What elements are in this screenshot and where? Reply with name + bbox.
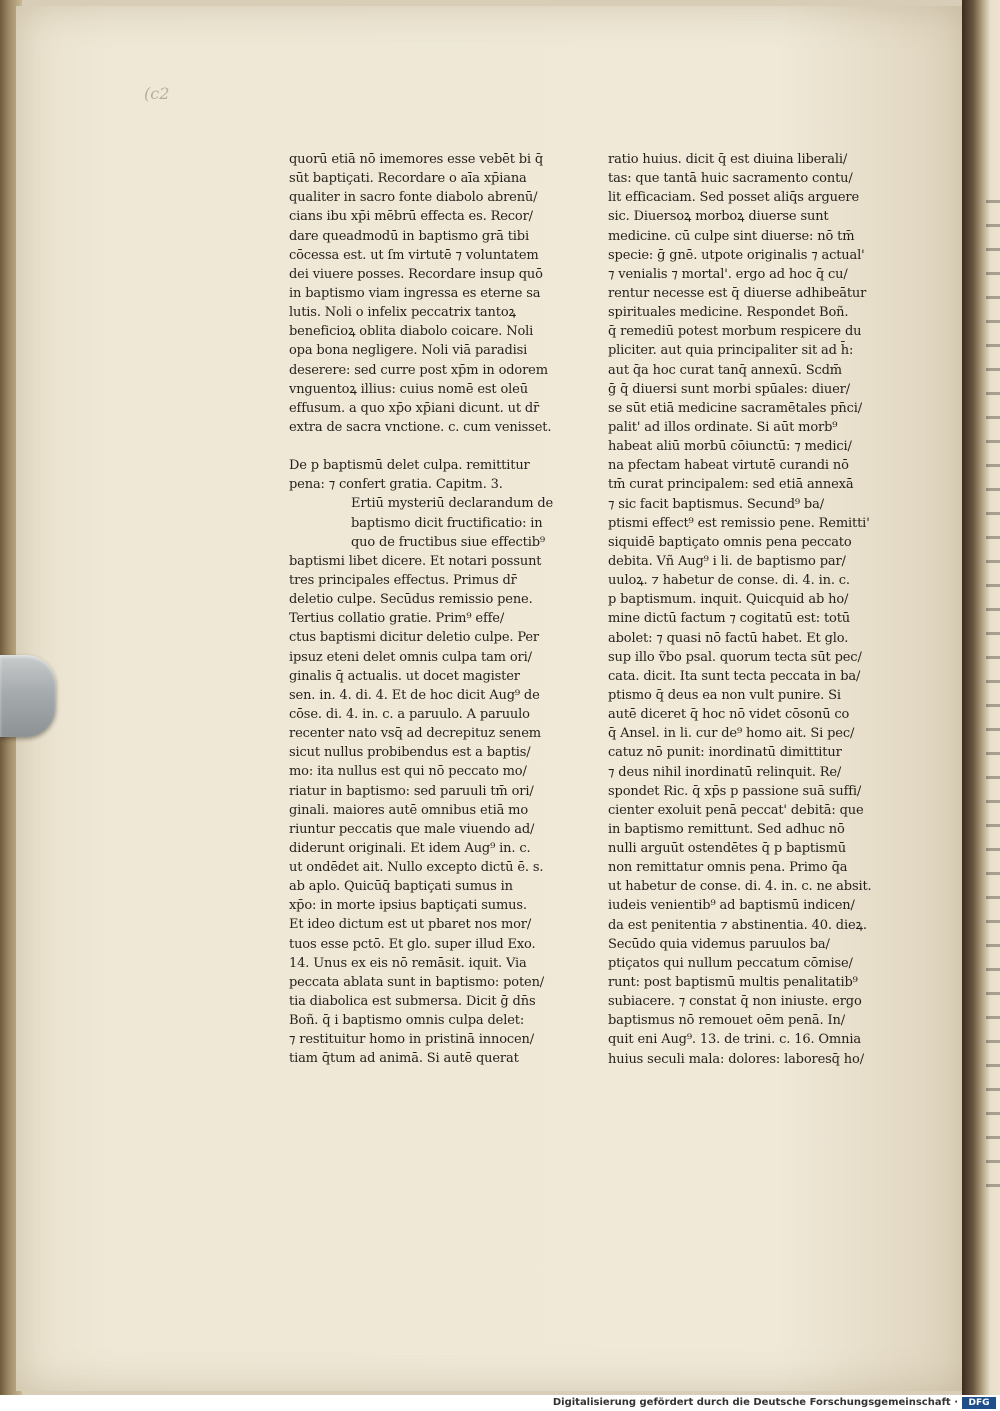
text-line: siquidē baptiçato omnis pena peccato [608,534,852,550]
text-line: debita. Vñ Aug⁹ i li. de baptismo par/ [608,553,846,569]
text-line: p baptismum. inquit. Quicquid ab ho/ [608,592,849,608]
text-line: medicine. cū culpe sint diuerse: nō tm̄ [608,228,855,244]
text-line [289,437,589,456]
text-line: cata. dicit. Ita sunt tecta peccata in ba/ [608,668,861,684]
text-line: ḡ q̄ diuersi sunt morbi spūales: diuer/ [608,381,850,397]
text-line: ratio huius. dicit q̄ est diuina liberali/ [608,152,848,167]
text-line: rentur necesse est q̄ diuerse adhibeātur [608,285,867,301]
text-line: diderunt originali. Et idem Aug⁹ in. c. [289,840,531,856]
text-line: palit' ad illos ordinate. Si aūt morb⁹ [608,419,838,435]
text-line: 14. Unus ex eis nō remāsit. iquit. Via [289,955,527,971]
text-line: Tertius collatio gratie. Prim⁹ effe/ [289,611,505,627]
text-line: tiam q̄tum ad animā. Si autē querat [289,1051,519,1067]
text-line: nulli arguūt ostendētes q̄ p baptismū [608,841,846,857]
text-line: spondet Ric. q̄ xp̄s p passione suā suffi/ [608,783,862,799]
text-line: quo de fructibus siue effectib⁹ [351,534,545,550]
text-line: specie: ḡ gnē. utpote originalis ⁊ actual' [608,247,865,263]
text-line: aut q̄a hoc curat tanq̄ annexū. Scdm̄ [608,362,842,378]
text-column-left [289,150,589,1069]
text-line: ipsuz eteni delet omnis culpa tam ori/ [289,649,532,665]
text-line: effusum. a quo xp̄o xp̄iani dicunt. ut dr̄ [289,400,540,416]
text-line: sūt baptiçati. Recordare o aīa xp̄iana [289,171,527,187]
text-line: Et ideo dictum est ut pbaret nos mor/ [289,917,532,933]
text-line: huius seculi mala: dolores: laboresq̄ ho/ [608,1051,864,1067]
text-line: in baptismo viam ingressa es eterne sa [289,285,541,301]
text-line: tia diabolica est submersa. Dicit ḡ dn̄s [289,994,536,1010]
text-line: pena: ⁊ confert gratia. Capitm. 3. [289,477,503,493]
text-line: ginalis q̄ actualis. ut docet magister [289,668,520,684]
digitization-footer [0,1395,1000,1411]
text-line: peccata ablata sunt in baptismo: poten/ [289,974,545,990]
text-column-right [608,150,908,1069]
text-line: De p baptismū delet culpa. remittitur [289,458,530,474]
text-line: iudeis venientib⁹ ad baptismū indicen/ [608,898,855,914]
text-line: ut ondēdet ait. Nullo excepto dictū ē. s. [289,860,544,876]
text-line: recenter nato vsq̄ ad decrepituz senem [289,726,541,742]
text-line: catuz nō punit: inordinatū dimittitur [608,745,842,761]
text-line: uuloꝝ. ⁊ habetur de conse. di. 4. in. c. [608,573,850,589]
text-line: se sūt etiā medicine sacramētales pn̄ci/ [608,400,862,416]
text-line: ab aplo. Quicūq̄ baptiçati sumus in [289,879,513,895]
text-line: na pfectam habeat virtutē curandi nō [608,458,849,474]
text-line: lutis. Noli o infelix peccatrix tantoꝝ [289,305,516,321]
text-line: lit efficaciam. Sed posset aliq̄s arguere [608,190,860,206]
text-line: ⁊ deus nihil inordinatū relinquit. Re/ [608,764,842,780]
text-line: deserere: sed curre post xp̄m in odorem [289,362,548,378]
text-line: quorū etiā nō imemores esse vebēt bi q̄ [289,152,544,167]
text-line: tm̄ curat principalem: sed etiā annexā [608,477,854,493]
text-line: ginali. maiores autē omnibus etiā mo [289,802,529,818]
text-line: baptismi libet dicere. Et notari possunt [289,553,542,569]
text-line: baptismo dicit fructificatio: in [351,515,543,531]
pencil-annotation: (c2 [144,84,170,103]
text-line: sic. Diuersoꝝ morboꝝ diuerse sunt [608,209,829,225]
text-line: baptismus nō remouet oēm penā. In/ [608,1013,845,1029]
text-line: cōcessa est. ut ſm virtutē ⁊ voluntatem [289,247,539,263]
text-line: beneficioꝝ oblita diabolo coicare. Noli [289,324,534,340]
text-line: sicut nullus probibendus est a baptis/ [289,745,531,761]
adjacent-page-edge [986,200,1000,1200]
text-line: ⁊ restituitur homo in pristinā innocen/ [289,1032,535,1048]
text-line: quit eni Aug⁹. 13. de trini. c. 16. Omnia [608,1032,861,1048]
text-line: qualiter in sacro fonte diabolo abrenū/ [289,190,538,206]
text-line: mo: ita nullus est qui nō peccato mo/ [289,764,527,780]
text-line: ⁊ venialis ⁊ mortal'. ergo ad hoc q̄ cu/ [608,266,848,282]
text-line: q̄ Ansel. in li. cur de⁹ homo ait. Si pec/ [608,726,855,742]
text-line: sen. in. 4. di. 4. Et de hoc dicit Aug⁹ de [289,687,540,703]
text-line: habeat aliū morbū cōiunctū: ⁊ medici/ [608,439,852,455]
text-line: tas: que tantā huic sacramento contu/ [608,171,853,187]
text-line: sup illo ṽbo psal. quorum tecta sūt pec/ [608,649,862,665]
text-line: cōse. di. 4. in. c. a paruulo. A paruulo [289,706,530,722]
text-line: tres principales effectus. Primus dr̄ [289,572,517,588]
text-line: ⁊ sic facit baptismus. Secund⁹ ba/ [608,496,824,512]
text-line: deletio culpe. Secūdus remissio pene. [289,592,533,608]
text-line: q̄ remediū potest morbum respicere du [608,324,862,340]
text-line: extra de sacra vnctione. c. cum venisset. [289,419,552,435]
text-line: in baptismo remittunt. Sed adhuc nō [608,821,845,837]
dfg-logo: DFG [962,1397,996,1409]
text-line: mine dictū factum ⁊ cogitatū est: totū [608,611,851,627]
text-line: xp̄o: in morte ipsius baptiçati sumus. [289,898,527,914]
text-line: opa bona negligere. Noli viā paradisi [289,343,528,359]
page-clip-holder [0,655,56,737]
text-line: runt: post baptismū multis penalitatib⁹ [608,975,858,991]
text-line: riatur in baptismo: sed paruuli tm̄ ori/ [289,783,534,799]
text-line: ctus baptismi dicitur deletio culpe. Per [289,630,539,646]
text-line: ut habetur de conse. di. 4. in. c. ne absit. [608,879,872,895]
text-line: cienter exoluit penā peccat' debitā: que [608,802,864,818]
text-line: abolet: ⁊ quasi nō factū habet. Et glo. [608,630,849,646]
text-line: da est penitentia ⁊ abstinentia. 40. dieꝝ. [608,917,867,933]
text-line: subiacere. ⁊ constat q̄ non iniuste. ergo [608,994,862,1010]
text-line: dei viuere posses. Recordare insup quō [289,266,543,282]
footer-credit: Digitalisierung gefördert durch die Deutsche Forschungsgemeinschaft · [552,1397,958,1408]
text-line: dare queadmodū in baptismo grā tibi [289,228,529,244]
text-line: pliciter. aut quia principaliter sit ad h̄: [608,343,854,359]
text-line: tuos esse pctō. Et glo. super illud Exo. [289,936,536,952]
text-line: Secūdo quia videmus paruulos ba/ [608,936,830,952]
text-line: autē diceret q̄ hoc nō videt cōsonū co [608,707,850,723]
text-line: spirituales medicine. Respondet Boñ. [608,305,849,321]
text-line: riuntur peccatis que male viuendo ad/ [289,821,535,837]
text-line: ptismi effect⁹ est remissio pene. Remitti' [608,515,870,531]
text-line: ptiçatos qui nullum peccatum cōmise/ [608,955,853,971]
text-line: cians ibu xp̄i mēbrū effecta es. Recor/ [289,209,533,225]
text-line: ptismo q̄ deus ea non vult punire. Si [608,687,841,703]
text-line: Ertiū mysteriū declarandum de [351,496,554,512]
text-line: vnguentoꝝ illius: cuius nomē est oleū [289,381,528,397]
text-line: Boñ. q̄ i baptismo omnis culpa delet: [289,1013,525,1029]
text-line: non remittatur omnis pena. Primo q̄a [608,860,848,876]
